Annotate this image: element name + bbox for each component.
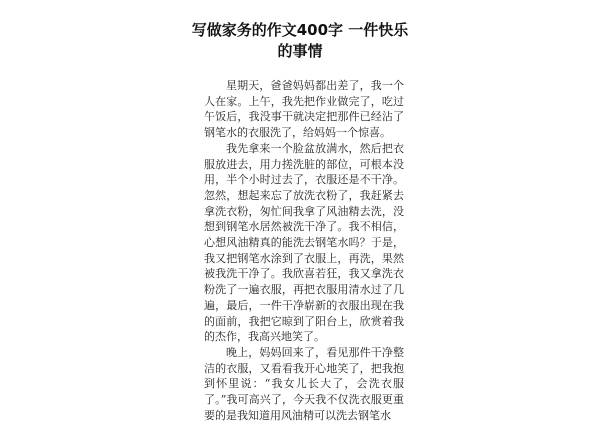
paragraph-2: 我先拿来一个脸盆放满水，然后把衣服放进去，用力搓洗脏的部位，可根本没用，半个小时过去了，衣服还是不干净。忽然，想起来忘了放洗衣粉了，我赶紧去拿洗衣粉，匆忙间我拿了风油精去洗，没想到钢笔水居然被洗干净了。我不相信，心想风油精真的能洗去钢笔水吗？于是，我又把钢笔水涂到了衣服上，再洗，果然被我洗干净了。我欣喜若狂，我又拿洗衣粉洗了一遍衣服，再把衣服用清水过了几遍，最后，一件干净崭新的衣服出现在我的面前，我把它晾到了阳台上，欣赏着我的杰作，我高兴地笑了。: [204, 141, 404, 344]
paragraph-1: 星期天，爸爸妈妈都出差了，我一个人在家。上午，我先把作业做完了，吃过午饭后，我没事干就决定把那件已经沾了钢笔水的衣服洗了，给妈妈一个惊喜。: [204, 79, 404, 140]
document-title: 写做家务的作文400字 一件快乐的事情: [191, 21, 409, 60]
paragraph-3: 晚上，妈妈回来了，看见那件干净整洁的衣服，又看看我开心地笑了，把我抱到怀里说：“我女儿长大了，会洗衣服了。”我可高兴了，今天我不仅洗衣服更重要的是我知道用风油精可以洗去钢笔水: [204, 345, 404, 422]
document-body: [204, 78, 404, 423]
